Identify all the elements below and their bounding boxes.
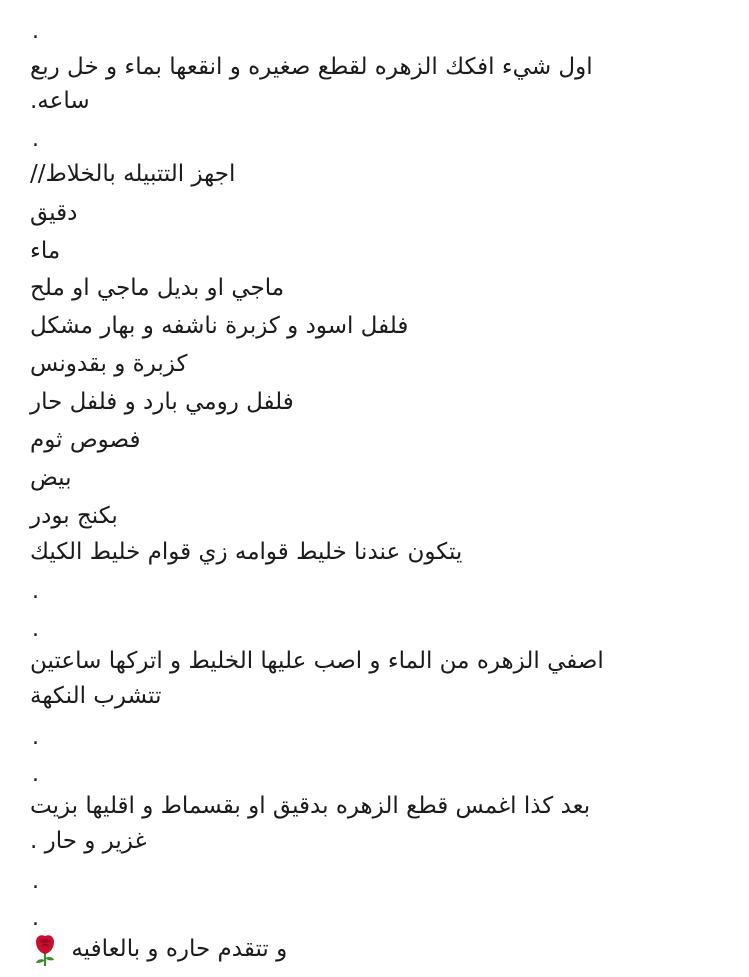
separator-dot: .: [32, 19, 39, 44]
batter-note: يتكون عندنا خليط قوامه زي قوام خليط الكيك: [30, 539, 463, 565]
separator-dot: .: [32, 617, 39, 642]
ingredient-item: بيض: [30, 465, 72, 491]
ingredient-item: فلفل رومي بارد و فلفل حار: [30, 389, 294, 415]
separator-dot: .: [32, 725, 39, 750]
rose-icon: [30, 933, 60, 967]
closing-line: [30, 932, 690, 967]
ingredient-item: دقيق: [30, 200, 78, 226]
separator-dot: .: [32, 127, 39, 152]
step-1-line-1: اول شيء افكك الزهره لقطع صغيره و انقعها بماء و خل ربع: [30, 54, 593, 80]
step-3-line-2: غزير و حار .: [30, 828, 147, 854]
batter-title: اجهز التتبيله بالخلاط//: [30, 161, 236, 187]
ingredient-item: ماء: [30, 238, 61, 264]
separator-dot: .: [32, 906, 39, 931]
ingredient-item: فصوص ثوم: [30, 427, 141, 453]
ingredient-item: كزبرة و بقدونس: [30, 351, 188, 377]
step-3-line-1: بعد كذا اغمس قطع الزهره بدقيق او بقسماط و اقليها بزيت: [30, 793, 591, 819]
step-1-line-2: ساعه.: [30, 88, 90, 114]
separator-dot: .: [32, 869, 39, 894]
separator-dot: .: [32, 579, 39, 604]
ingredient-item: بكنج بودر: [30, 503, 118, 529]
separator-dot: .: [32, 762, 39, 787]
step-2-line-1: اصفي الزهره من الماء و اصب عليها الخليط و اتركها ساعتين: [30, 648, 604, 674]
ingredient-item: ماجي او بديل ماجي او ملح: [30, 275, 285, 301]
step-2-line-2: تتشرب النكهة: [30, 683, 162, 709]
closing-text: و تتقدم حاره و بالعافيه: [71, 936, 288, 962]
ingredient-item: فلفل اسود و كزبرة ناشفه و بهار مشكل: [30, 313, 409, 339]
